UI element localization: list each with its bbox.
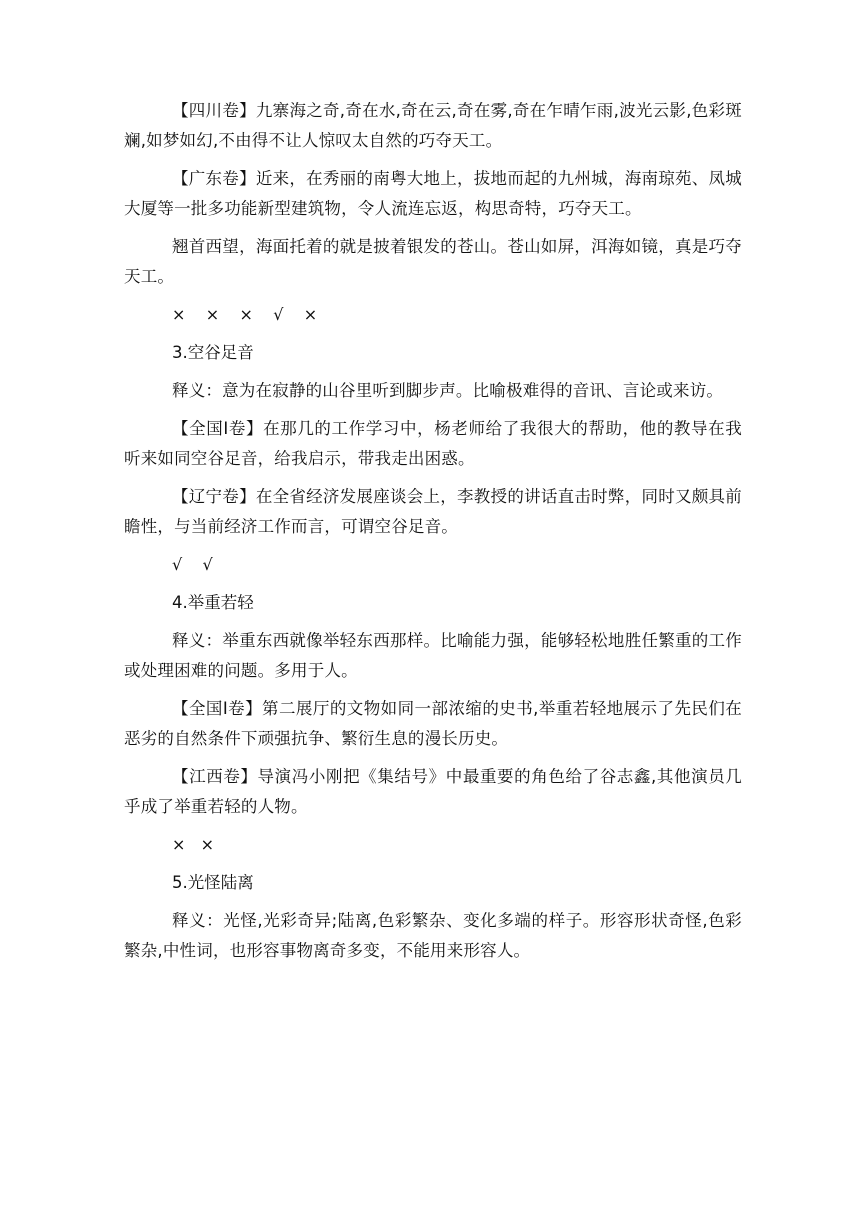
section-heading-3: 3.空谷足音 (172, 343, 254, 362)
example-guangdong: 【广东卷】近来，在秀丽的南粤大地上，拔地而起的九州城，海南琼苑、凤城大厦等一批多功能新型建筑物，令人流连忘返，构思奇特，巧夺天工。 (124, 169, 742, 218)
example-national-1-3: 【全国Ⅰ卷】在那几的工作学习中，杨老师给了我很大的帮助，他的教导在我听来如同空谷足音，给我启示，带我走出困惑。 (124, 419, 742, 468)
example-liaoning: 【辽宁卷】在全省经济发展座谈会上，李教授的讲话直击时弊，同时又颇具前瞻性，与当前经济工作而言，可谓空谷足音。 (124, 487, 742, 536)
answer-marks-2: × × × √ × (172, 305, 318, 324)
example-national-1-4: 【全国Ⅰ卷】第二展厅的文物如同一部浓缩的史书,举重若轻地展示了先民们在恶劣的自然条件下顽强抗争、繁衍生息的漫长历史。 (124, 699, 742, 748)
section-heading-5: 5.光怪陆离 (172, 873, 254, 892)
definition-3: 释义：意为在寂静的山谷里听到脚步声。比喻极难得的音讯、言论或来访。 (172, 381, 724, 400)
document-page (124, 96, 742, 974)
answer-marks-4: × × (172, 835, 215, 854)
example-cangshan: 翘首西望，海面托着的就是披着银发的苍山。苍山如屏，洱海如镜，真是巧夺天工。 (124, 237, 742, 286)
answer-marks-3: √ √ (172, 555, 213, 574)
example-sichuan: 【四川卷】九寨海之奇,奇在水,奇在云,奇在雾,奇在乍晴乍雨,波光云影,色彩斑斓,如梦如幻,不由得不让人惊叹太自然的巧夺天工。 (124, 101, 742, 150)
definition-4: 释义：举重东西就像举轻东西那样。比喻能力强，能够轻松地胜任繁重的工作或处理困难的问题。多用于人。 (124, 631, 742, 680)
example-jiangxi: 【江西卷】导演冯小刚把《集结号》中最重要的角色给了谷志鑫,其他演员几乎成了举重若轻的人物。 (124, 767, 742, 816)
section-heading-4: 4.举重若轻 (172, 593, 254, 612)
definition-5: 释义：光怪,光彩奇异;陆离,色彩繁杂、变化多端的样子。形容形状奇怪,色彩繁杂,中性词，也形容事物离奇多变，不能用来形容人。 (124, 911, 742, 960)
